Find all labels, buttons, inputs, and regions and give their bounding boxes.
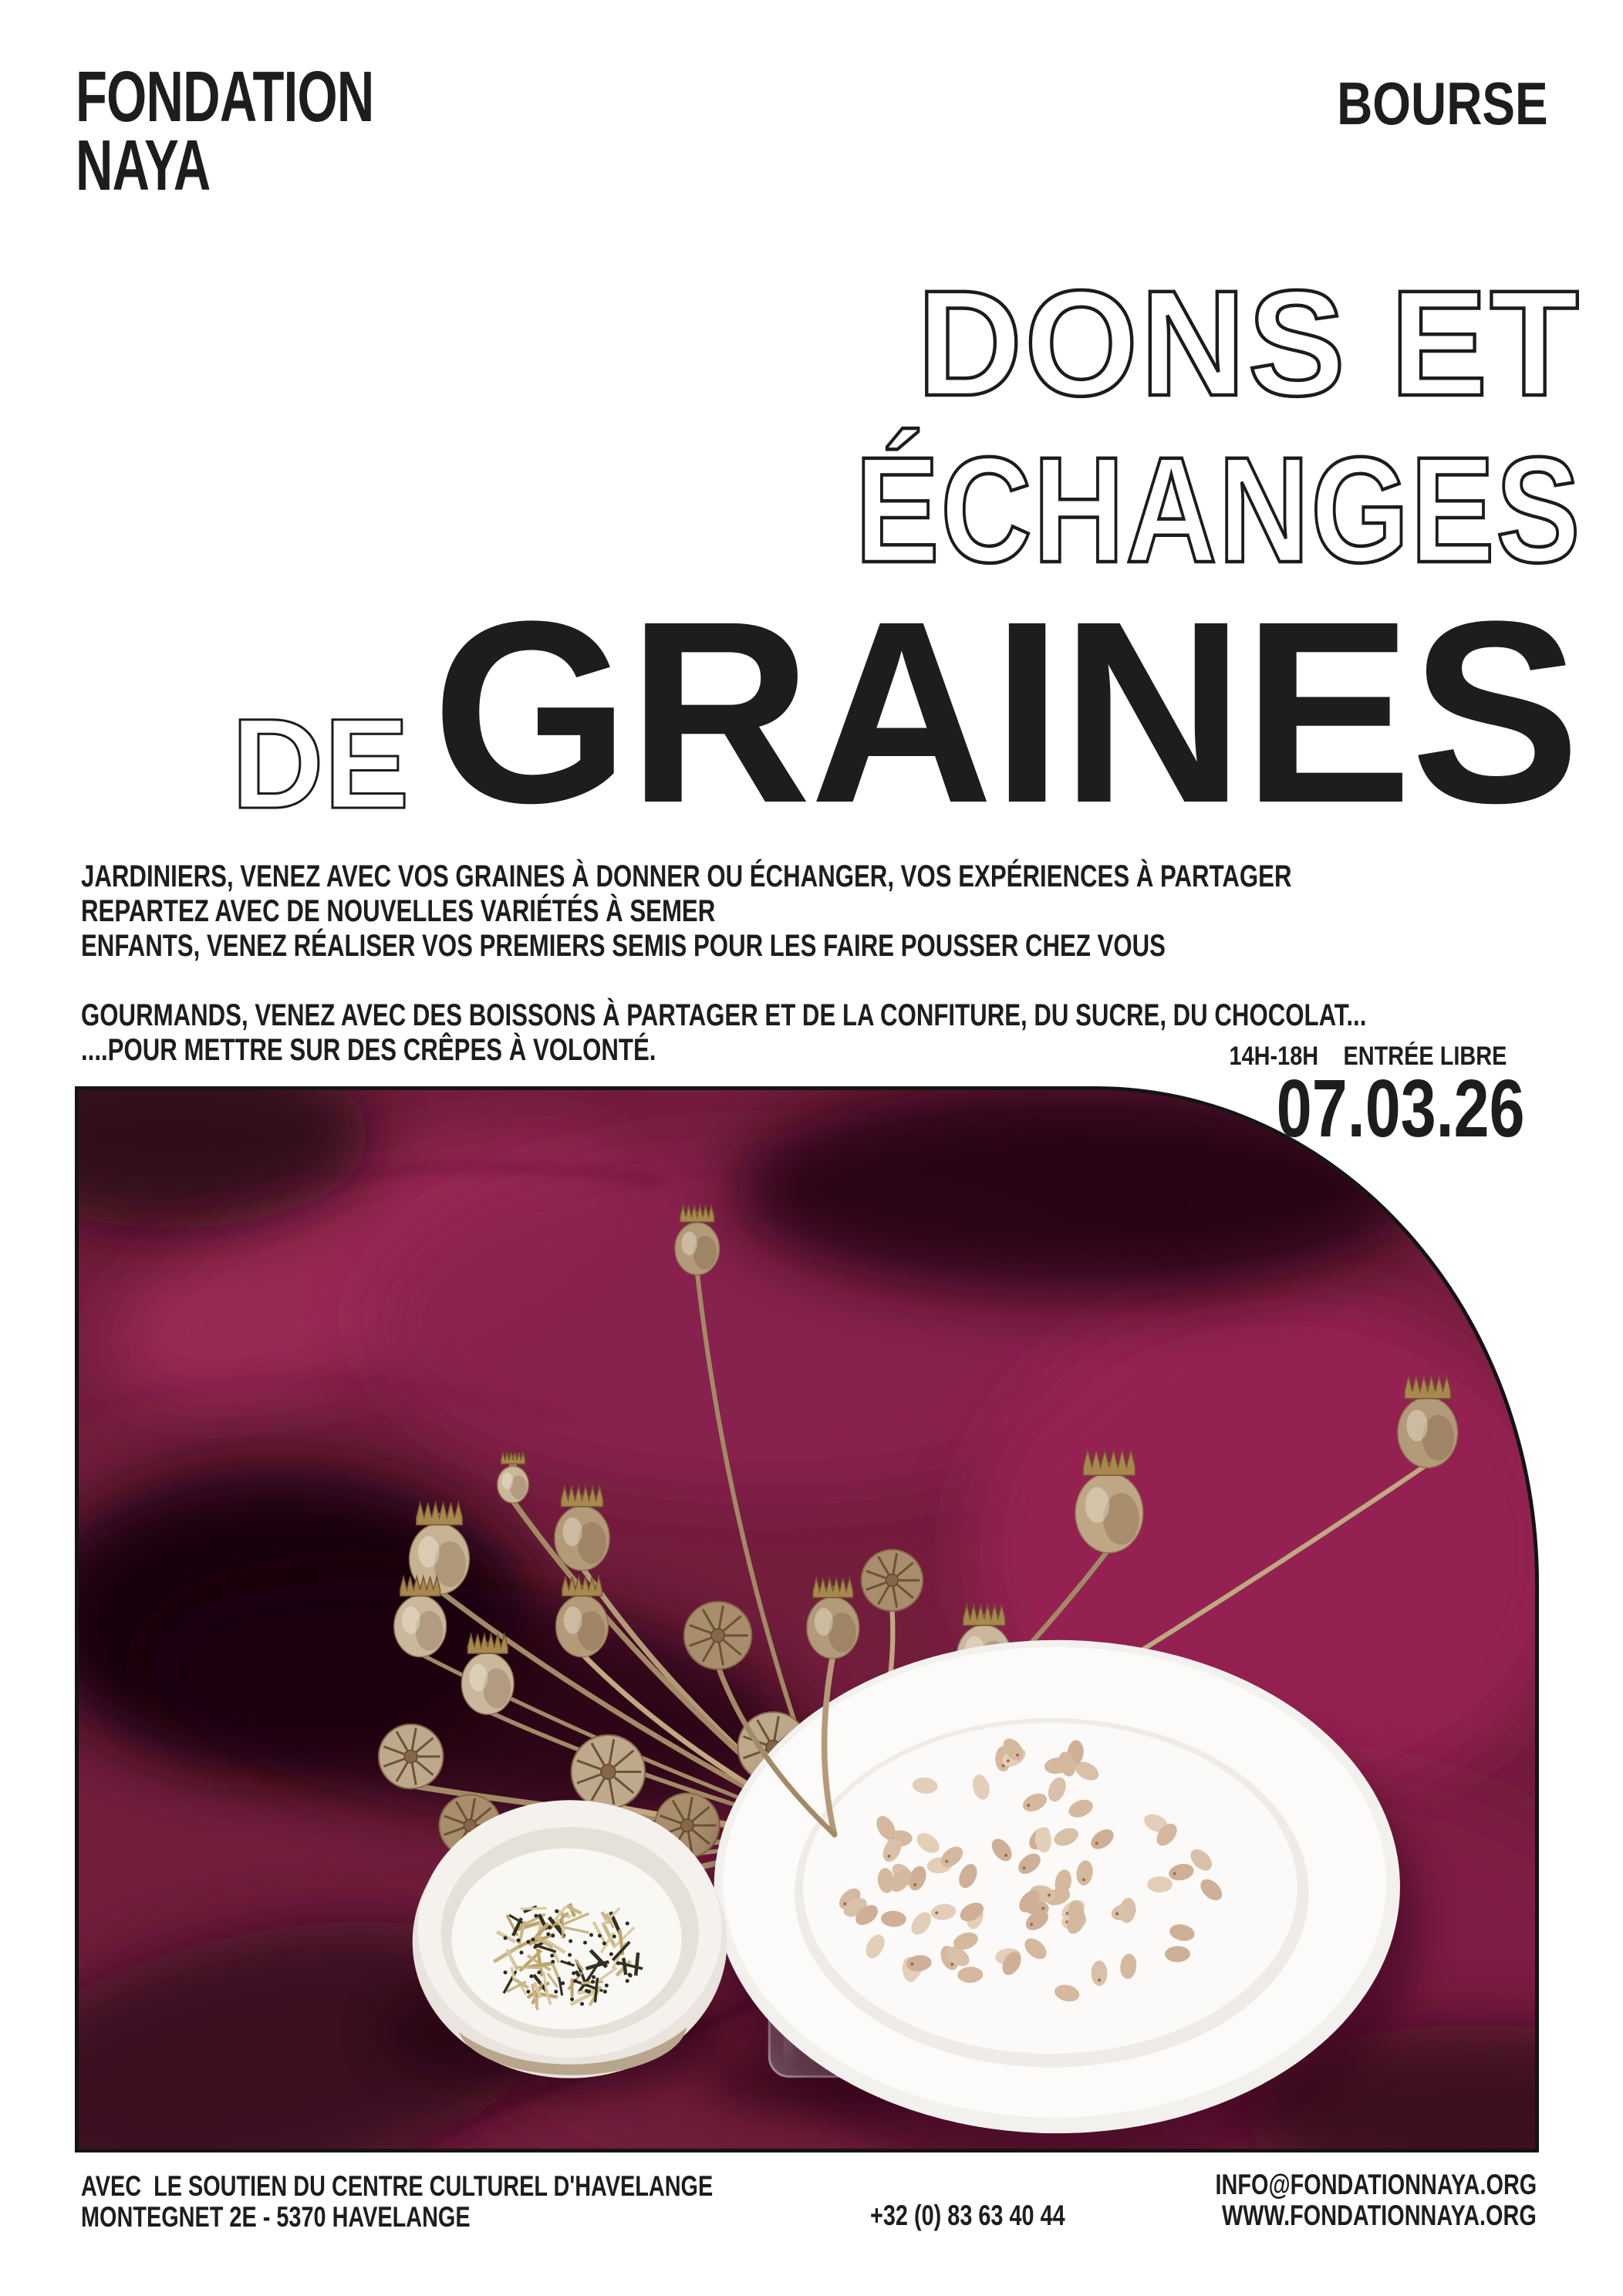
paragraph-gap (81, 964, 1623, 998)
photo-illustration (79, 1090, 1535, 2149)
description-line: ....POUR METTRE SUR DES CRÊPES À VOLONTÉ. (81, 1033, 656, 1067)
headline-de: DE (231, 693, 410, 836)
headline-echanges: ÉCHANGES (855, 426, 1581, 594)
footer-contacts (1125, 2169, 1537, 2231)
description-line: ENFANTS, VENEZ RÉALISER VOS PREMIERS SEMIS POUR LES FAIRE POUSSER CHEZ VOUS (81, 929, 1166, 963)
footer-phone: +32 (0) 83 63 40 44 (870, 2200, 1065, 2231)
brand-line2: NAYA (76, 125, 211, 205)
support-line1: AVEC LE SOUTIEN DU CENTRE CULTUREL D'HAVELANGE (81, 2170, 714, 2202)
description-line: GOURMANDS, VENEZ AVEC DES BOISSONS À PARTAGER ET DE LA CONFITURE, DU SUCRE, DU CHOCOLAT... (81, 998, 1367, 1032)
description-line: JARDINIERS, VENEZ AVEC VOS GRAINES À DONNER OU ÉCHANGER, VOS EXPÉRIENCES À PARTAGER (81, 859, 1292, 893)
description-line: REPARTEZ AVEC DE NOUVELLES VARIÉTÉS À SEMER (81, 894, 716, 928)
event-date: 07.03.26 (1277, 1063, 1525, 1154)
event-description (81, 859, 1623, 1068)
footer-website: WWW.FONDATIONNAYA.ORG (1222, 2200, 1537, 2231)
brand-logo (76, 56, 490, 205)
admission-label: ENTRÉE LIBRE (1343, 1042, 1507, 1071)
support-line2: MONTEGNET 2E - 5370 HAVELANGE (81, 2201, 471, 2233)
hours-label: 14H-18H (1229, 1042, 1318, 1071)
event-photo (75, 1086, 1539, 2152)
brand-line1: FONDATION (76, 56, 374, 137)
event-type-label: BOURSE (1337, 69, 1548, 137)
footer-support (81, 2171, 891, 2233)
headline-dons-et: DONS ET (916, 259, 1581, 427)
footer-email: INFO@FONDATIONNAYA.ORG (1215, 2169, 1537, 2200)
headline-graines: GRAINES (432, 568, 1579, 857)
